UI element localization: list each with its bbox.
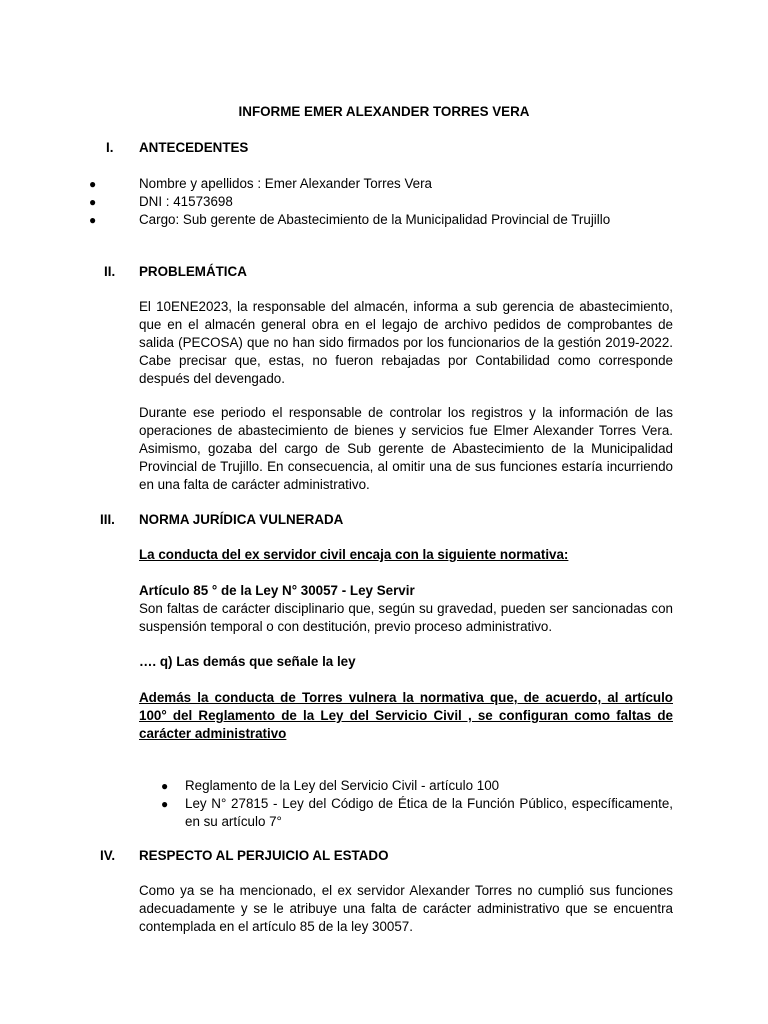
section-number: IV. (100, 848, 116, 863)
section-title: ANTECEDENTES (139, 140, 249, 155)
list-item (89, 193, 679, 211)
section-number: III. (100, 512, 115, 527)
section-number: I. (106, 140, 114, 155)
perjuicio-paragraph: Como ya se ha mencionado, el ex servidor Alexander Torres no cumplió sus funciones adecuadamente y se le atribuye una falta de carácter administrativo que se encuentra contemplada en el artículo 85 de la ley 30057. (139, 883, 673, 934)
bullet-icon: ● (89, 195, 97, 209)
normativa-intro: La conducta del ex servidor civil encaja con la siguiente normativa: (139, 547, 569, 562)
list-item (89, 211, 679, 229)
section-number: II. (104, 264, 116, 279)
bullet-icon: ● (89, 177, 97, 191)
section-title: PROBLEMÁTICA (139, 264, 247, 279)
list-item (161, 777, 673, 795)
normas-list (161, 777, 673, 831)
bullet-icon: ● (89, 213, 97, 227)
article-title: Artículo 85 ° de la Ley N° 30057 - Ley Servir (139, 583, 415, 598)
section-title: RESPECTO AL PERJUICIO AL ESTADO (139, 848, 389, 863)
problematica-paragraph-2: Durante ese periodo el responsable de controlar los registros y la información de las operaciones de abastecimiento de bienes y servicios fue Elmer Alexander Torres Vera. Asimismo, gozaba del cargo de Sub gerente de Abastecimiento de la Municipalidad Provincial de Trujillo. En consecuencia, al omitir una de sus funciones estaría incurriendo en una falta de carácter administrativo. (139, 405, 673, 492)
list-item (161, 795, 673, 831)
article-text: Son faltas de carácter disciplinario que, según su gravedad, pueden ser sancionadas con suspensión temporal o con destitución, previo proceso administrativo. (139, 601, 673, 634)
bullet-icon: ● (161, 779, 169, 793)
section-title: NORMA JURÍDICA VULNERADA (139, 512, 344, 527)
ademas-paragraph: Además la conducta de Torres vulnera la normativa que, de acuerdo, al artículo 100° del Reglamento de la Ley del Servicio Civil , se configuran como faltas de carácter administrativo (139, 690, 673, 741)
list-item (89, 175, 679, 193)
list-item-text: DNI : 41573698 (139, 194, 233, 209)
item-q: …. q) Las demás que señale la ley (139, 654, 356, 669)
antecedentes-list (89, 175, 679, 229)
list-item-text: Cargo: Sub gerente de Abastecimiento de la Municipalidad Provincial de Trujillo (139, 212, 611, 227)
list-item-text: Ley N° 27815 - Ley del Código de Ética de la Función Público, específicamente, en su artículo 7° (185, 796, 673, 829)
document-title: INFORME EMER ALEXANDER TORRES VERA (238, 104, 530, 119)
bullet-icon: ● (161, 797, 169, 811)
problematica-paragraph-1: El 10ENE2023, la responsable del almacén, informa a sub gerencia de abastecimiento, que en el almacén general obra en el legajo de archivo pedidos de comprobantes de salida (PECOSA) que no han sido firmados por los funcionarios de la gestión 2019-2022. Cabe precisar que, estas, no fueron rebajadas por Contabilidad como corresponde después del devengado. (139, 299, 673, 386)
list-item-text: Reglamento de la Ley del Servicio Civil - artículo 100 (185, 778, 500, 793)
list-item-text: Nombre y apellidos : Emer Alexander Torres Vera (139, 176, 432, 191)
